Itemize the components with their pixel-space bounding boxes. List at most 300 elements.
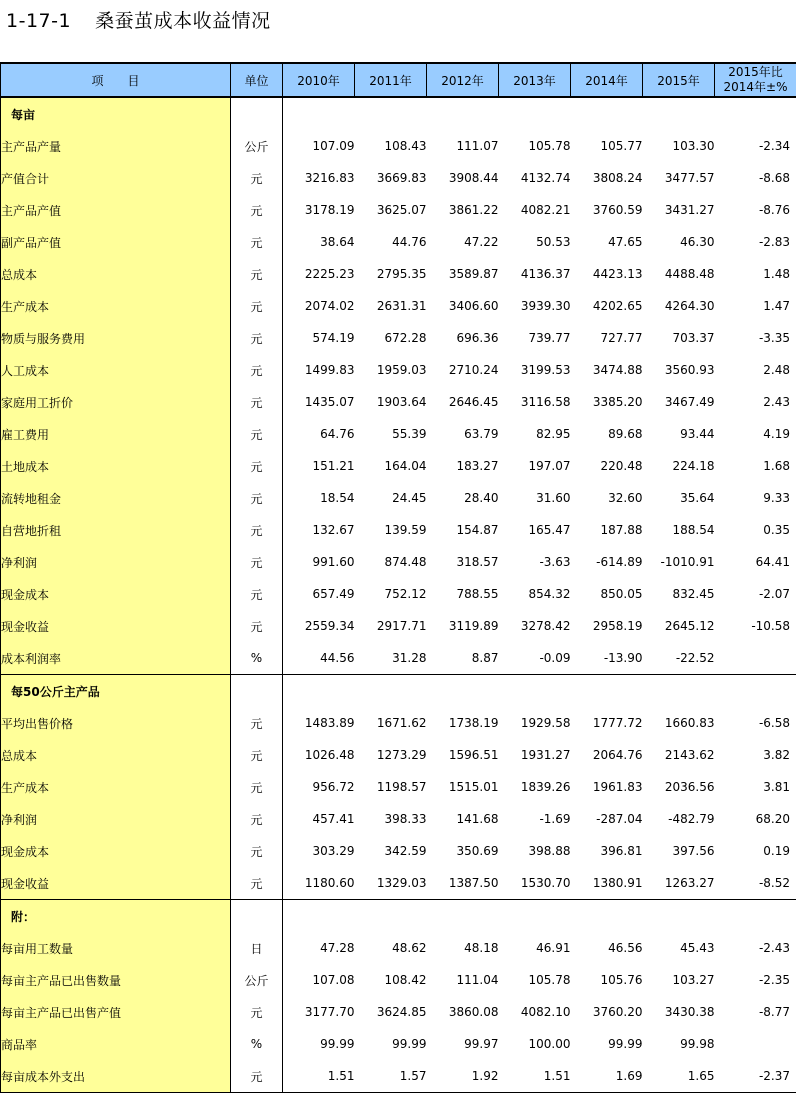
- value-cell: 2074.02: [304, 299, 355, 313]
- unit-cell: 元: [231, 258, 283, 290]
- value-cell: 139.59: [384, 523, 427, 537]
- change-cell: 4.19: [715, 418, 796, 450]
- unit-cell: [231, 900, 283, 933]
- value-cell: [499, 97, 571, 130]
- value-cell: 1499.83: [304, 363, 355, 377]
- change-cell: -8.52: [715, 867, 796, 900]
- value-cell: 397.56: [672, 844, 715, 858]
- change-cell: 3.81: [715, 771, 796, 803]
- value-cell: 111.04: [456, 973, 499, 987]
- row-label: 自营地折租: [1, 514, 231, 546]
- value-cell: 64.76: [320, 427, 355, 441]
- unit-cell: 元: [231, 226, 283, 258]
- change-cell: 68.20: [715, 803, 796, 835]
- change-cell: 1.68: [715, 450, 796, 482]
- section-row: [1, 97, 796, 130]
- change-cell: 0.35: [715, 514, 796, 546]
- value-cell: 2064.76: [592, 748, 643, 762]
- header-row: [1, 63, 796, 97]
- value-cell: 99.98: [680, 1037, 715, 1051]
- value-cell: 105.77: [600, 139, 643, 153]
- value-cell: 342.59: [384, 844, 427, 858]
- value-cell: 1961.83: [592, 780, 643, 794]
- value-cell: 3624.85: [376, 1005, 427, 1019]
- unit-cell: 元: [231, 739, 283, 771]
- value-cell: [427, 675, 499, 708]
- cost-benefit-table: [0, 62, 796, 1093]
- row-label: 主产品产值: [1, 194, 231, 226]
- value-cell: [499, 675, 571, 708]
- value-cell: 1026.48: [304, 748, 355, 762]
- table-row: [1, 996, 796, 1028]
- value-cell: 991.60: [312, 555, 355, 569]
- value-cell: 1.69: [571, 1060, 643, 1093]
- value-cell: 2917.71: [376, 619, 427, 633]
- value-cell: 4136.37: [520, 267, 571, 281]
- table-row: [1, 482, 796, 514]
- value-cell: 318.57: [456, 555, 499, 569]
- value-cell: 703.37: [672, 331, 715, 345]
- value-cell: 4082.10: [520, 1005, 571, 1019]
- row-label: 副产品产值: [1, 226, 231, 258]
- row-label: 现金收益: [1, 610, 231, 642]
- table-title: 桑蚕茧成本收益情况: [95, 10, 271, 32]
- table-row: [1, 226, 796, 258]
- value-cell: 672.28: [384, 331, 427, 345]
- value-cell: 854.32: [528, 587, 571, 601]
- value-cell: 3430.38: [664, 1005, 715, 1019]
- value-cell: 48.62: [392, 941, 427, 955]
- value-cell: 1839.26: [520, 780, 571, 794]
- change-cell: -8.76: [715, 194, 796, 226]
- unit-cell: 元: [231, 386, 283, 418]
- value-cell: 1931.27: [520, 748, 571, 762]
- table-row: [1, 322, 796, 354]
- row-label: 净利润: [1, 546, 231, 578]
- value-cell: 100.00: [528, 1037, 571, 1051]
- row-label: 流转地租金: [1, 482, 231, 514]
- value-cell: 396.81: [600, 844, 643, 858]
- value-cell: 1671.62: [376, 716, 427, 730]
- value-cell: 224.18: [672, 459, 715, 473]
- value-cell: [643, 97, 715, 130]
- value-cell: 164.04: [384, 459, 427, 473]
- table-row: [1, 867, 796, 900]
- row-label: 生产成本: [1, 771, 231, 803]
- page-title: [6, 6, 271, 33]
- value-cell: 3278.42: [520, 619, 571, 633]
- row-label: 净利润: [1, 803, 231, 835]
- section-label: 每亩: [1, 97, 231, 130]
- table-row: [1, 546, 796, 578]
- value-cell: 1.92: [427, 1060, 499, 1093]
- value-cell: 1483.89: [304, 716, 355, 730]
- table-row: [1, 130, 796, 162]
- unit-cell: 元: [231, 354, 283, 386]
- unit-cell: 元: [231, 578, 283, 610]
- table-row: [1, 642, 796, 675]
- row-label: 每亩主产品已出售数量: [1, 964, 231, 996]
- value-cell: 2631.31: [376, 299, 427, 313]
- value-cell: -614.89: [596, 555, 643, 569]
- value-cell: 956.72: [312, 780, 355, 794]
- value-cell: 1515.01: [448, 780, 499, 794]
- value-cell: 4202.65: [592, 299, 643, 313]
- value-cell: 188.54: [672, 523, 715, 537]
- value-cell: 850.05: [600, 587, 643, 601]
- value-cell: 4082.21: [520, 203, 571, 217]
- value-cell: 1273.29: [376, 748, 427, 762]
- value-cell: 3177.70: [304, 1005, 355, 1019]
- value-cell: 46.56: [608, 941, 643, 955]
- change-cell: 0.19: [715, 835, 796, 867]
- unit-cell: 元: [231, 450, 283, 482]
- row-label: 现金成本: [1, 835, 231, 867]
- value-cell: 47.22: [464, 235, 499, 249]
- value-cell: 187.88: [600, 523, 643, 537]
- value-cell: 3939.30: [520, 299, 571, 313]
- value-cell: 1596.51: [448, 748, 499, 762]
- value-cell: [355, 97, 427, 130]
- value-cell: 2143.62: [664, 748, 715, 762]
- section-row: [1, 675, 796, 708]
- header-year-2011: 2011年: [355, 63, 427, 97]
- change-cell: 3.82: [715, 739, 796, 771]
- change-cell: -2.37: [715, 1060, 796, 1093]
- row-label: 每亩成本外支出: [1, 1060, 231, 1093]
- header-unit: 单位: [231, 63, 283, 97]
- value-cell: 2645.12: [664, 619, 715, 633]
- value-cell: 3178.19: [304, 203, 355, 217]
- table-row: [1, 514, 796, 546]
- value-cell: [571, 97, 643, 130]
- value-cell: -287.04: [596, 812, 643, 826]
- value-cell: 45.43: [680, 941, 715, 955]
- value-cell: -13.90: [603, 651, 643, 665]
- value-cell: 398.33: [384, 812, 427, 826]
- value-cell: 99.99: [320, 1037, 355, 1051]
- value-cell: 141.68: [456, 812, 499, 826]
- value-cell: 103.27: [672, 973, 715, 987]
- value-cell: [427, 900, 499, 933]
- row-label: 产值合计: [1, 162, 231, 194]
- unit-cell: 元: [231, 803, 283, 835]
- change-cell: [715, 642, 796, 675]
- change-cell: 2.48: [715, 354, 796, 386]
- value-cell: 4488.48: [664, 267, 715, 281]
- row-label: 每亩主产品已出售产值: [1, 996, 231, 1028]
- header-year-2015: 2015年: [643, 63, 715, 97]
- value-cell: 1263.27: [664, 876, 715, 890]
- change-cell: 1.48: [715, 258, 796, 290]
- header-year-2013: 2013年: [499, 63, 571, 97]
- value-cell: 398.88: [528, 844, 571, 858]
- table-row: [1, 707, 796, 739]
- unit-cell: 元: [231, 514, 283, 546]
- change-cell: -2.34: [715, 130, 796, 162]
- value-cell: 788.55: [456, 587, 499, 601]
- table-row: [1, 835, 796, 867]
- row-label: 主产品产量: [1, 130, 231, 162]
- value-cell: 3589.87: [448, 267, 499, 281]
- value-cell: [499, 900, 571, 933]
- value-cell: 1959.03: [376, 363, 427, 377]
- unit-cell: 元: [231, 482, 283, 514]
- table-code: 1-17-1: [6, 10, 72, 32]
- value-cell: -3.63: [539, 555, 571, 569]
- unit-cell: 公斤: [231, 964, 283, 996]
- value-cell: [643, 675, 715, 708]
- value-cell: 1.65: [643, 1060, 715, 1093]
- value-cell: [427, 97, 499, 130]
- value-cell: 2646.45: [448, 395, 499, 409]
- value-cell: 3760.59: [592, 203, 643, 217]
- value-cell: 3477.57: [664, 171, 715, 185]
- value-cell: 457.41: [312, 812, 355, 826]
- table-row: [1, 258, 796, 290]
- value-cell: [283, 900, 355, 933]
- value-cell: 24.45: [392, 491, 427, 505]
- value-cell: 31.60: [536, 491, 571, 505]
- value-cell: 32.60: [608, 491, 643, 505]
- value-cell: 3467.49: [664, 395, 715, 409]
- value-cell: -1010.91: [660, 555, 715, 569]
- value-cell: 48.18: [464, 941, 499, 955]
- value-cell: 874.48: [384, 555, 427, 569]
- value-cell: 44.56: [320, 651, 355, 665]
- value-cell: 38.64: [320, 235, 355, 249]
- value-cell: 3669.83: [376, 171, 427, 185]
- value-cell: 3385.20: [592, 395, 643, 409]
- change-cell: -6.58: [715, 707, 796, 739]
- change-cell: [715, 97, 796, 130]
- value-cell: 727.77: [600, 331, 643, 345]
- value-cell: 1387.50: [448, 876, 499, 890]
- value-cell: 44.76: [392, 235, 427, 249]
- value-cell: 89.68: [608, 427, 643, 441]
- unit-cell: 公斤: [231, 130, 283, 162]
- unit-cell: 元: [231, 1060, 283, 1093]
- value-cell: 108.42: [384, 973, 427, 987]
- value-cell: 46.91: [536, 941, 571, 955]
- unit-cell: 元: [231, 867, 283, 900]
- row-label: 现金成本: [1, 578, 231, 610]
- header-change-line1: 2015年比: [728, 65, 783, 79]
- value-cell: 2795.35: [376, 267, 427, 281]
- value-cell: 165.47: [528, 523, 571, 537]
- row-label: 雇工费用: [1, 418, 231, 450]
- value-cell: 1.57: [355, 1060, 427, 1093]
- row-label: 物质与服务费用: [1, 322, 231, 354]
- table-row: [1, 194, 796, 226]
- table-row: [1, 803, 796, 835]
- value-cell: 3760.20: [592, 1005, 643, 1019]
- value-cell: 1.51: [283, 1060, 355, 1093]
- value-cell: 1180.60: [304, 876, 355, 890]
- value-cell: [355, 675, 427, 708]
- table-row: [1, 739, 796, 771]
- value-cell: 3808.24: [592, 171, 643, 185]
- unit-cell: 元: [231, 546, 283, 578]
- value-cell: 657.49: [312, 587, 355, 601]
- unit-cell: [231, 675, 283, 708]
- change-cell: -2.07: [715, 578, 796, 610]
- table-row: [1, 1060, 796, 1093]
- change-cell: -2.35: [715, 964, 796, 996]
- row-label: 商品率: [1, 1028, 231, 1060]
- value-cell: -22.52: [675, 651, 715, 665]
- value-cell: [571, 900, 643, 933]
- change-cell: 2.43: [715, 386, 796, 418]
- section-label: 附：: [1, 900, 231, 933]
- value-cell: 350.69: [456, 844, 499, 858]
- value-cell: -0.09: [539, 651, 571, 665]
- change-cell: -2.83: [715, 226, 796, 258]
- value-cell: 55.39: [392, 427, 427, 441]
- value-cell: 2710.24: [448, 363, 499, 377]
- unit-cell: 元: [231, 707, 283, 739]
- unit-cell: 元: [231, 322, 283, 354]
- value-cell: -1.69: [539, 812, 571, 826]
- value-cell: 82.95: [536, 427, 571, 441]
- value-cell: 99.99: [608, 1037, 643, 1051]
- value-cell: [571, 675, 643, 708]
- row-label: 每亩用工数量: [1, 932, 231, 964]
- value-cell: 1530.70: [520, 876, 571, 890]
- value-cell: 752.12: [384, 587, 427, 601]
- change-cell: [715, 900, 796, 933]
- value-cell: [355, 900, 427, 933]
- value-cell: 303.29: [312, 844, 355, 858]
- row-label: 人工成本: [1, 354, 231, 386]
- value-cell: 1929.58: [520, 716, 571, 730]
- unit-cell: 元: [231, 418, 283, 450]
- value-cell: 3861.22: [448, 203, 499, 217]
- value-cell: 99.97: [464, 1037, 499, 1051]
- value-cell: [283, 97, 355, 130]
- change-cell: -8.68: [715, 162, 796, 194]
- table-row: [1, 932, 796, 964]
- row-label: 土地成本: [1, 450, 231, 482]
- value-cell: 63.79: [464, 427, 499, 441]
- unit-cell: 元: [231, 610, 283, 642]
- value-cell: 3116.58: [520, 395, 571, 409]
- value-cell: 3908.44: [448, 171, 499, 185]
- table-row: [1, 771, 796, 803]
- value-cell: 1903.64: [376, 395, 427, 409]
- header-item: 项 目: [1, 63, 231, 97]
- value-cell: 18.54: [320, 491, 355, 505]
- value-cell: 46.30: [680, 235, 715, 249]
- value-cell: 4132.74: [520, 171, 571, 185]
- value-cell: 1380.91: [592, 876, 643, 890]
- unit-cell: %: [231, 642, 283, 675]
- row-label: 平均出售价格: [1, 707, 231, 739]
- row-label: 现金收益: [1, 867, 231, 900]
- value-cell: 1198.57: [376, 780, 427, 794]
- value-cell: 2958.19: [592, 619, 643, 633]
- change-cell: -3.35: [715, 322, 796, 354]
- value-cell: 3431.27: [664, 203, 715, 217]
- value-cell: 3199.53: [520, 363, 571, 377]
- value-cell: 1660.83: [664, 716, 715, 730]
- header-change: [715, 63, 796, 97]
- table-body: [1, 97, 796, 1093]
- value-cell: 574.19: [312, 331, 355, 345]
- value-cell: 1777.72: [592, 716, 643, 730]
- section-row: [1, 900, 796, 933]
- table-row: [1, 964, 796, 996]
- value-cell: 2036.56: [664, 780, 715, 794]
- value-cell: 151.21: [312, 459, 355, 473]
- header-year-2010: 2010年: [283, 63, 355, 97]
- change-cell: 64.41: [715, 546, 796, 578]
- table-row: [1, 418, 796, 450]
- unit-cell: 元: [231, 194, 283, 226]
- value-cell: 1329.03: [376, 876, 427, 890]
- value-cell: [643, 900, 715, 933]
- value-cell: 2559.34: [304, 619, 355, 633]
- unit-cell: 元: [231, 771, 283, 803]
- change-cell: -10.58: [715, 610, 796, 642]
- change-cell: -2.43: [715, 932, 796, 964]
- value-cell: 1435.07: [304, 395, 355, 409]
- unit-cell: %: [231, 1028, 283, 1060]
- unit-cell: 元: [231, 290, 283, 322]
- value-cell: 47.65: [608, 235, 643, 249]
- value-cell: 2225.23: [304, 267, 355, 281]
- value-cell: 93.44: [680, 427, 715, 441]
- change-cell: [715, 1028, 796, 1060]
- table-row: [1, 386, 796, 418]
- header-year-2012: 2012年: [427, 63, 499, 97]
- value-cell: 3625.07: [376, 203, 427, 217]
- table-row: [1, 450, 796, 482]
- value-cell: 111.07: [456, 139, 499, 153]
- section-label: 每50公斤主产品: [1, 675, 231, 708]
- value-cell: 197.07: [528, 459, 571, 473]
- header-change-line2: 2014年±%: [723, 80, 788, 94]
- unit-cell: 日: [231, 932, 283, 964]
- value-cell: 3860.08: [448, 1005, 499, 1019]
- value-cell: 1.51: [499, 1060, 571, 1093]
- row-label: 家庭用工折价: [1, 386, 231, 418]
- value-cell: 3216.83: [304, 171, 355, 185]
- unit-cell: 元: [231, 162, 283, 194]
- value-cell: 3406.60: [448, 299, 499, 313]
- change-cell: [715, 675, 796, 708]
- row-label: 总成本: [1, 739, 231, 771]
- table-row: [1, 610, 796, 642]
- value-cell: 108.43: [384, 139, 427, 153]
- unit-cell: 元: [231, 835, 283, 867]
- change-cell: -8.77: [715, 996, 796, 1028]
- table-row: [1, 354, 796, 386]
- value-cell: 4423.13: [592, 267, 643, 281]
- value-cell: 3119.89: [448, 619, 499, 633]
- value-cell: 3560.93: [664, 363, 715, 377]
- value-cell: 132.67: [312, 523, 355, 537]
- unit-cell: [231, 97, 283, 130]
- value-cell: [283, 675, 355, 708]
- value-cell: 107.08: [312, 973, 355, 987]
- value-cell: 31.28: [392, 651, 427, 665]
- value-cell: 154.87: [456, 523, 499, 537]
- table-row: [1, 290, 796, 322]
- value-cell: 105.76: [600, 973, 643, 987]
- value-cell: 35.64: [680, 491, 715, 505]
- value-cell: 105.78: [528, 973, 571, 987]
